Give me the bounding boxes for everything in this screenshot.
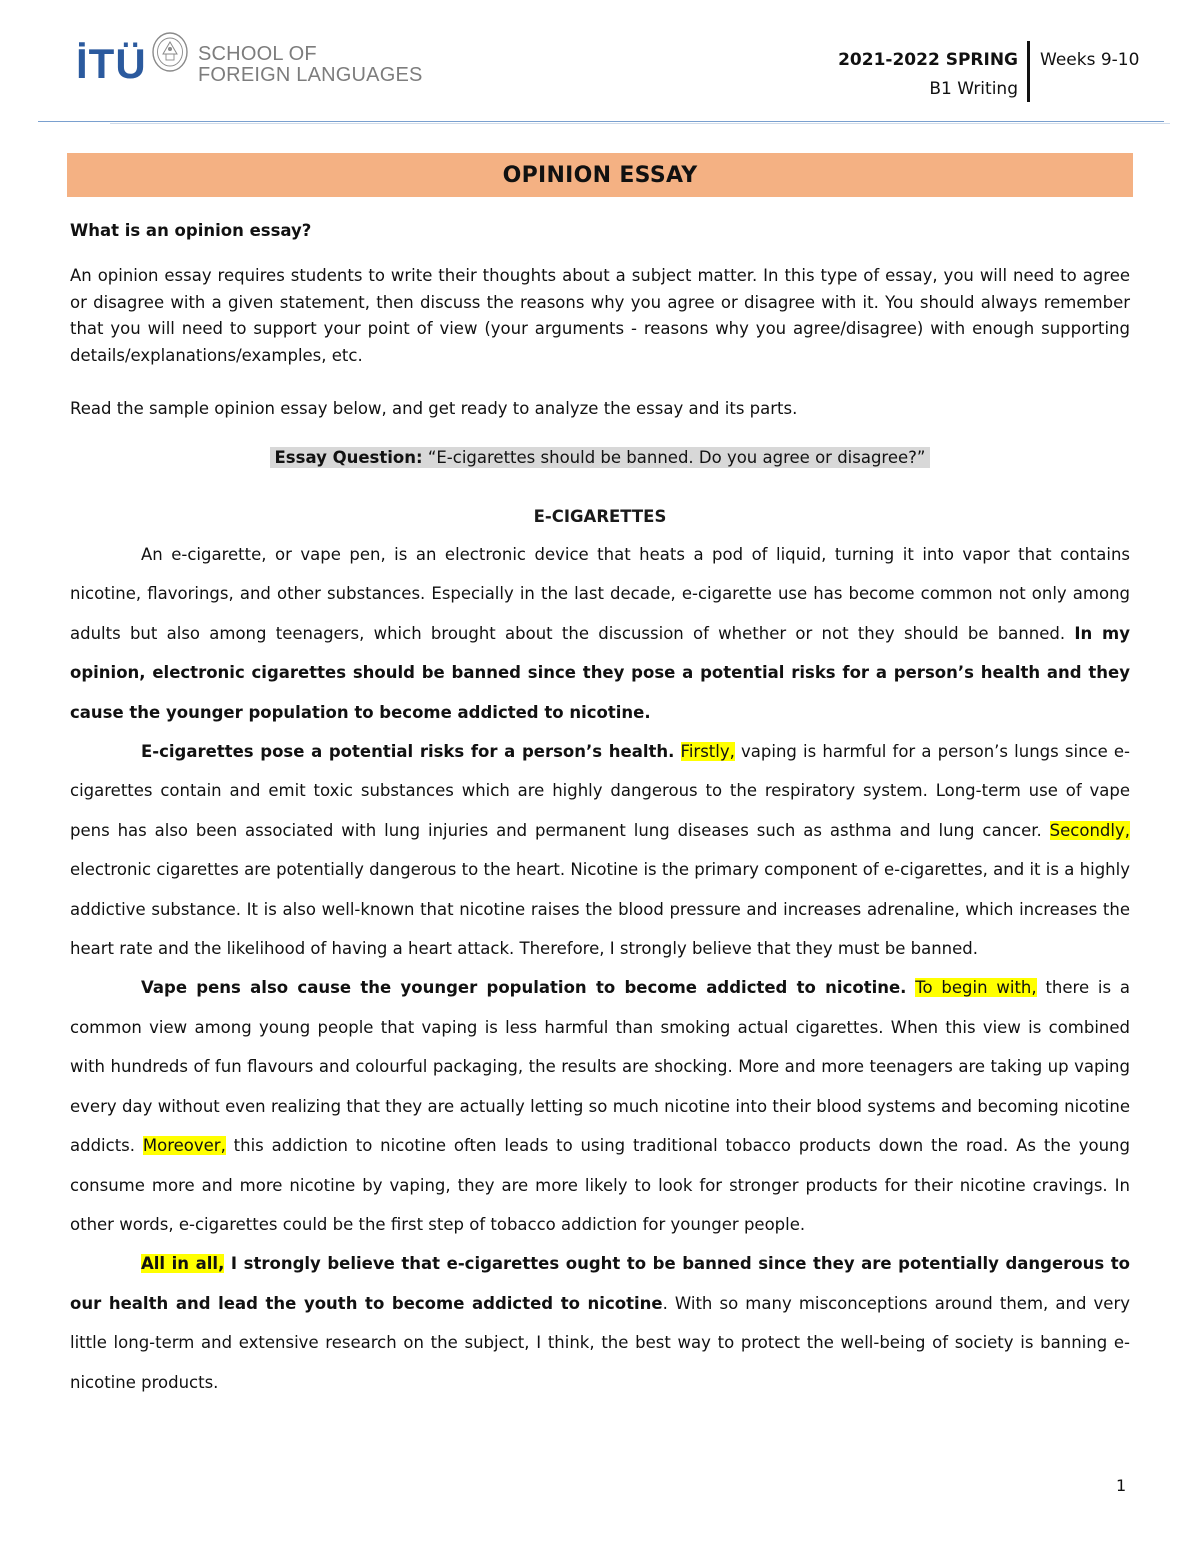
restated-thesis: I strongly believe that e-cigarettes ought to be banned since they are potentially dangerous to our health and lead the youth to become addicted to nicotine (70, 1254, 1131, 1313)
header-rule (38, 121, 1164, 122)
transition-all-in-all: All in all, (141, 1254, 225, 1274)
title-band (67, 153, 1133, 197)
conclusion-text: . With so many misconceptions around them, and very little long-term and extensive research on the subject, I think, the best way to protect the well-being of society is banning e-nicotine products. (70, 1293, 1130, 1392)
transition-to-begin-with: To begin with, (915, 978, 1037, 998)
essay-body (70, 535, 1130, 1402)
body1-text-a: vaping is harmful for a person’s lungs since e-cigarettes contain and emit toxic substances which are highly dangerous to the respiratory system. Long-term use of vape pens has also been associated with lung injuries and permanent lung diseases such as asthma and lung cancer. (70, 742, 1131, 840)
header-divider (1027, 41, 1030, 102)
essay-paragraph-introduction (70, 535, 1130, 732)
page-title: OPINION ESSAY (502, 162, 698, 188)
school-line-1: SCHOOL OF (198, 43, 317, 65)
university-seal-icon (151, 30, 189, 78)
essay-paragraph-body-2 (70, 968, 1130, 1244)
essay-paragraph-body-1 (70, 732, 1130, 968)
transition-firstly: Firstly, (680, 742, 735, 762)
itu-logo: İTÜ (76, 40, 147, 87)
body2-text-a: there is a common view among young people that vaping is less harmful than smoking actual cigarettes. When this view is combined with hundreds of fun flavours and colourful packaging, the results are shocking. More and more teenagers are taking up vaping every day without even realizing that they are actually letting so much nicotine into their blood systems and becoming nicotine addicts. (70, 978, 1130, 1156)
course-label: B1 Writing (929, 79, 1018, 99)
thesis-statement: In my opinion, electronic cigarettes should be banned since they pose a potential risks for a person’s health and they cause the younger population to become addicted to nicotine. (70, 623, 1130, 722)
essay-question-box (270, 447, 931, 468)
intro-paragraph: An opinion essay requires students to write their thoughts about a subject matter. In this type of essay, you will need to agree or disagree with a given statement, then discuss the reasons why you agree or disagree with it. You should always remember that you will need to support your point of view (your arguments - reasons why you agree/disagree) with enough supporting details/explanations/examples, etc. (70, 266, 1130, 365)
intro-text: An e-cigarette, or vape pen, is an electronic device that heats a pod of liquid, turning it into vapor that contains nicotine, flavorings, and other substances. Especially in the last decade, e-cigarette use has become common not only among adults but also among teenagers, which brought about the discussion of whether or not they should be banned. (70, 545, 1130, 643)
essay-paragraph-conclusion (70, 1244, 1130, 1402)
instruction-text: Read the sample opinion essay below, and get ready to analyze the essay and its parts. (70, 399, 798, 418)
weeks-label: Weeks 9-10 (1040, 50, 1140, 70)
term-info (800, 46, 1018, 104)
topic-sentence-2: Vape pens also cause the younger population to become addicted to nicotine. (141, 978, 907, 998)
topic-sentence-1: E-cigarettes pose a potential risks for a person’s health. (141, 742, 675, 762)
term-label: 2021-2022 SPRING (838, 50, 1018, 70)
body1-text-b: electronic cigarettes are potentially dangerous to the heart. Nicotine is the primary component of e-cigarettes, and it is a highly addictive substance. It is also well-known that nicotine raises the blood pressure and increases adrenaline, which increases the heart rate and the likelihood of having a heart attack. Therefore, I strongly believe that they must be banned. (70, 860, 1130, 959)
school-name (198, 44, 423, 86)
body2-text-b: this addiction to nicotine often leads to using traditional tobacco products down the road. As the young consume more and more nicotine by vaping, they are more likely to look for stronger products for their nicotine cravings. In other words, e-cigarettes could be the first step of tobacco addiction for younger people. (70, 1136, 1130, 1234)
page-number: 1 (1116, 1476, 1127, 1495)
school-line-2: FOREIGN LANGUAGES (198, 64, 423, 86)
transition-secondly: Secondly, (1049, 820, 1130, 840)
essay-question-row (70, 447, 1130, 468)
transition-moreover: Moreover, (142, 1136, 226, 1156)
header-rule-shadow (110, 123, 1170, 124)
essay-title: E-CIGARETTES (533, 507, 667, 526)
essay-question-label: Essay Question: (274, 448, 423, 467)
essay-question-text: “E-cigarettes should be banned. Do you agree or disagree?” (422, 448, 926, 467)
intro-question: What is an opinion essay? (70, 221, 312, 240)
